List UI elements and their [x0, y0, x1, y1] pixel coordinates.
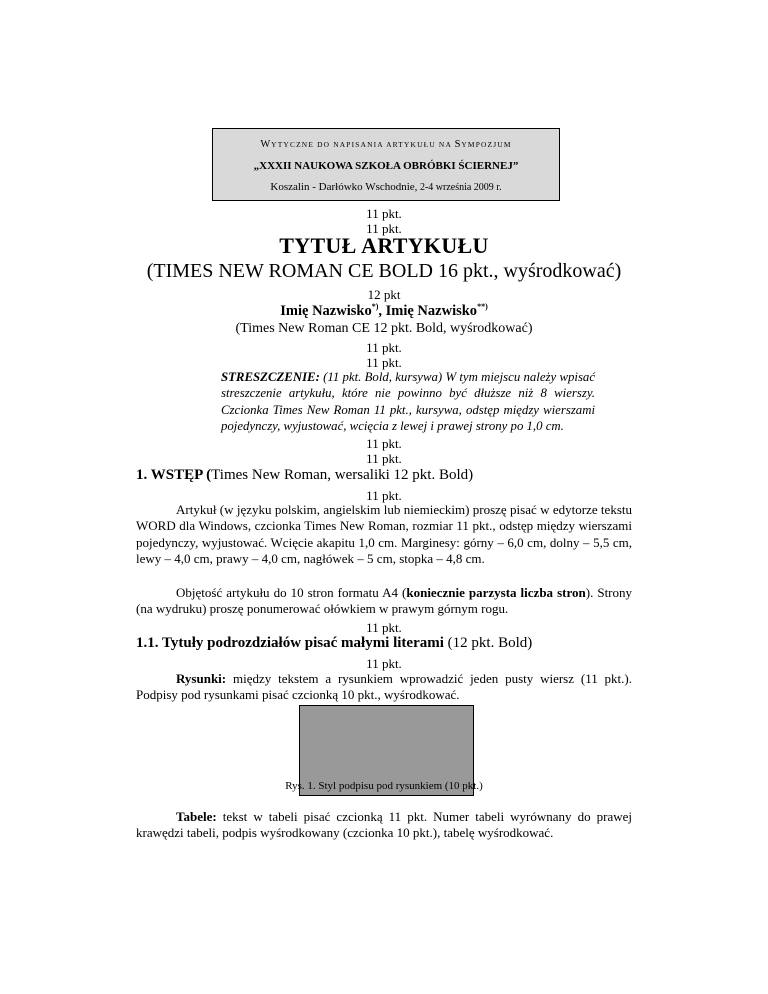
header-place-date: Koszalin - Darłówko Wschodnie, 2-4 września 2009 r.: [270, 181, 502, 193]
header-guidelines-line: WYTYCZNE DO NAPISANIA ARTYKUŁU NA SYMPOZJUM: [260, 139, 512, 150]
spacer-label: 12 pkt: [367, 287, 401, 302]
spacer-label: 11 pkt.: [366, 436, 402, 451]
authors-line: Imię Nazwisko*), Imię Nazwisko**): [280, 302, 488, 319]
spacer-label: 11 pkt.: [366, 221, 402, 236]
section-heading: 1. WSTĘP (Times New Roman, wersaliki 12 pkt. Bold): [136, 467, 474, 483]
spacer-label: 11 pkt.: [366, 656, 402, 671]
spacer-label: 11 pkt.: [366, 488, 402, 503]
title-format-note: (TIMES NEW ROMAN CE BOLD 16 pkt., wyśrodkować): [146, 260, 622, 282]
authors-format-note: (Times New Roman CE 12 pkt. Bold, wyśrodkować): [235, 321, 533, 336]
figure-caption: Rys. 1. Styl podpisu pod rysunkiem (10 pkt.): [285, 780, 483, 792]
body-paragraph: Rysunki: między tekstem a rysunkiem wprowadzić jeden pusty wiersz (11 pkt.). Podpisy pod rysunkami pisać czcionką 10 pkt., wyśrodkować.: [136, 671, 632, 703]
spacer-label: 11 pkt.: [366, 355, 402, 370]
body-paragraph: Tabele: tekst w tabeli pisać czcionką 11 pkt. Numer tabeli wyrównany do prawej krawędzi tabeli, podpis wyśrodkowany (czcionka 10 pkt.), tabelę wyśrodkować.: [136, 809, 632, 841]
spacer-label: 11 pkt.: [366, 620, 402, 635]
spacer-label: 11 pkt.: [366, 451, 402, 466]
article-title: TYTUŁ ARTYKUŁU: [279, 233, 489, 258]
header-event-name: „XXXII NAUKOWA SZKOŁA OBRÓBKI ŚCIERNEJ”: [253, 160, 519, 172]
spacer-label: 11 pkt.: [366, 340, 402, 355]
abstract-paragraph: STRESZCZENIE: (11 pkt. Bold, kursywa) W tym miejscu należy wpisać streszczenie artykułu, które nie powinno być dłuższe niż 8 wierszy. Czcionka Times New Roman 11 pkt., kursywa, odstęp między wierszami pojedynczy, wyjustować, wcięcia z lewej i prawej strony po 1,0 cm.: [221, 370, 595, 434]
body-paragraph: Artykuł (w języku polskim, angielskim lub niemieckim) proszę pisać w edytorze tekstu WORD dla Windows, czcionka Times New Roman, rozmiar 11 pkt., odstęp między wierszami pojedynczy, wyjustować. Wcięcie akapitu 1,0 cm. Marginesy: górny – 6,0 cm, dolny – 5,5 cm, lewy – 4,0 cm, prawy – 4,0 cm, nagłówek – 5 cm, stopka – 4,8 cm.: [136, 502, 632, 567]
spacer-label: 11 pkt.: [366, 206, 402, 221]
author-name: Imię Nazwisko: [385, 302, 478, 319]
body-paragraph: Objętość artykułu do 10 stron formatu A4 (koniecznie parzysta liczba stron). Strony (na wydruku) proszę ponumerować ołówkiem w prawym górnym rogu.: [136, 585, 633, 617]
author-name: Imię Nazwisko: [280, 302, 372, 319]
symposium-header-box: [212, 128, 560, 201]
abstract-label: STRESZCZENIE:: [221, 370, 320, 384]
subsection-heading: 1.1. Tytuły podrozdziałów pisać małymi literami (12 pkt. Bold): [136, 635, 533, 651]
